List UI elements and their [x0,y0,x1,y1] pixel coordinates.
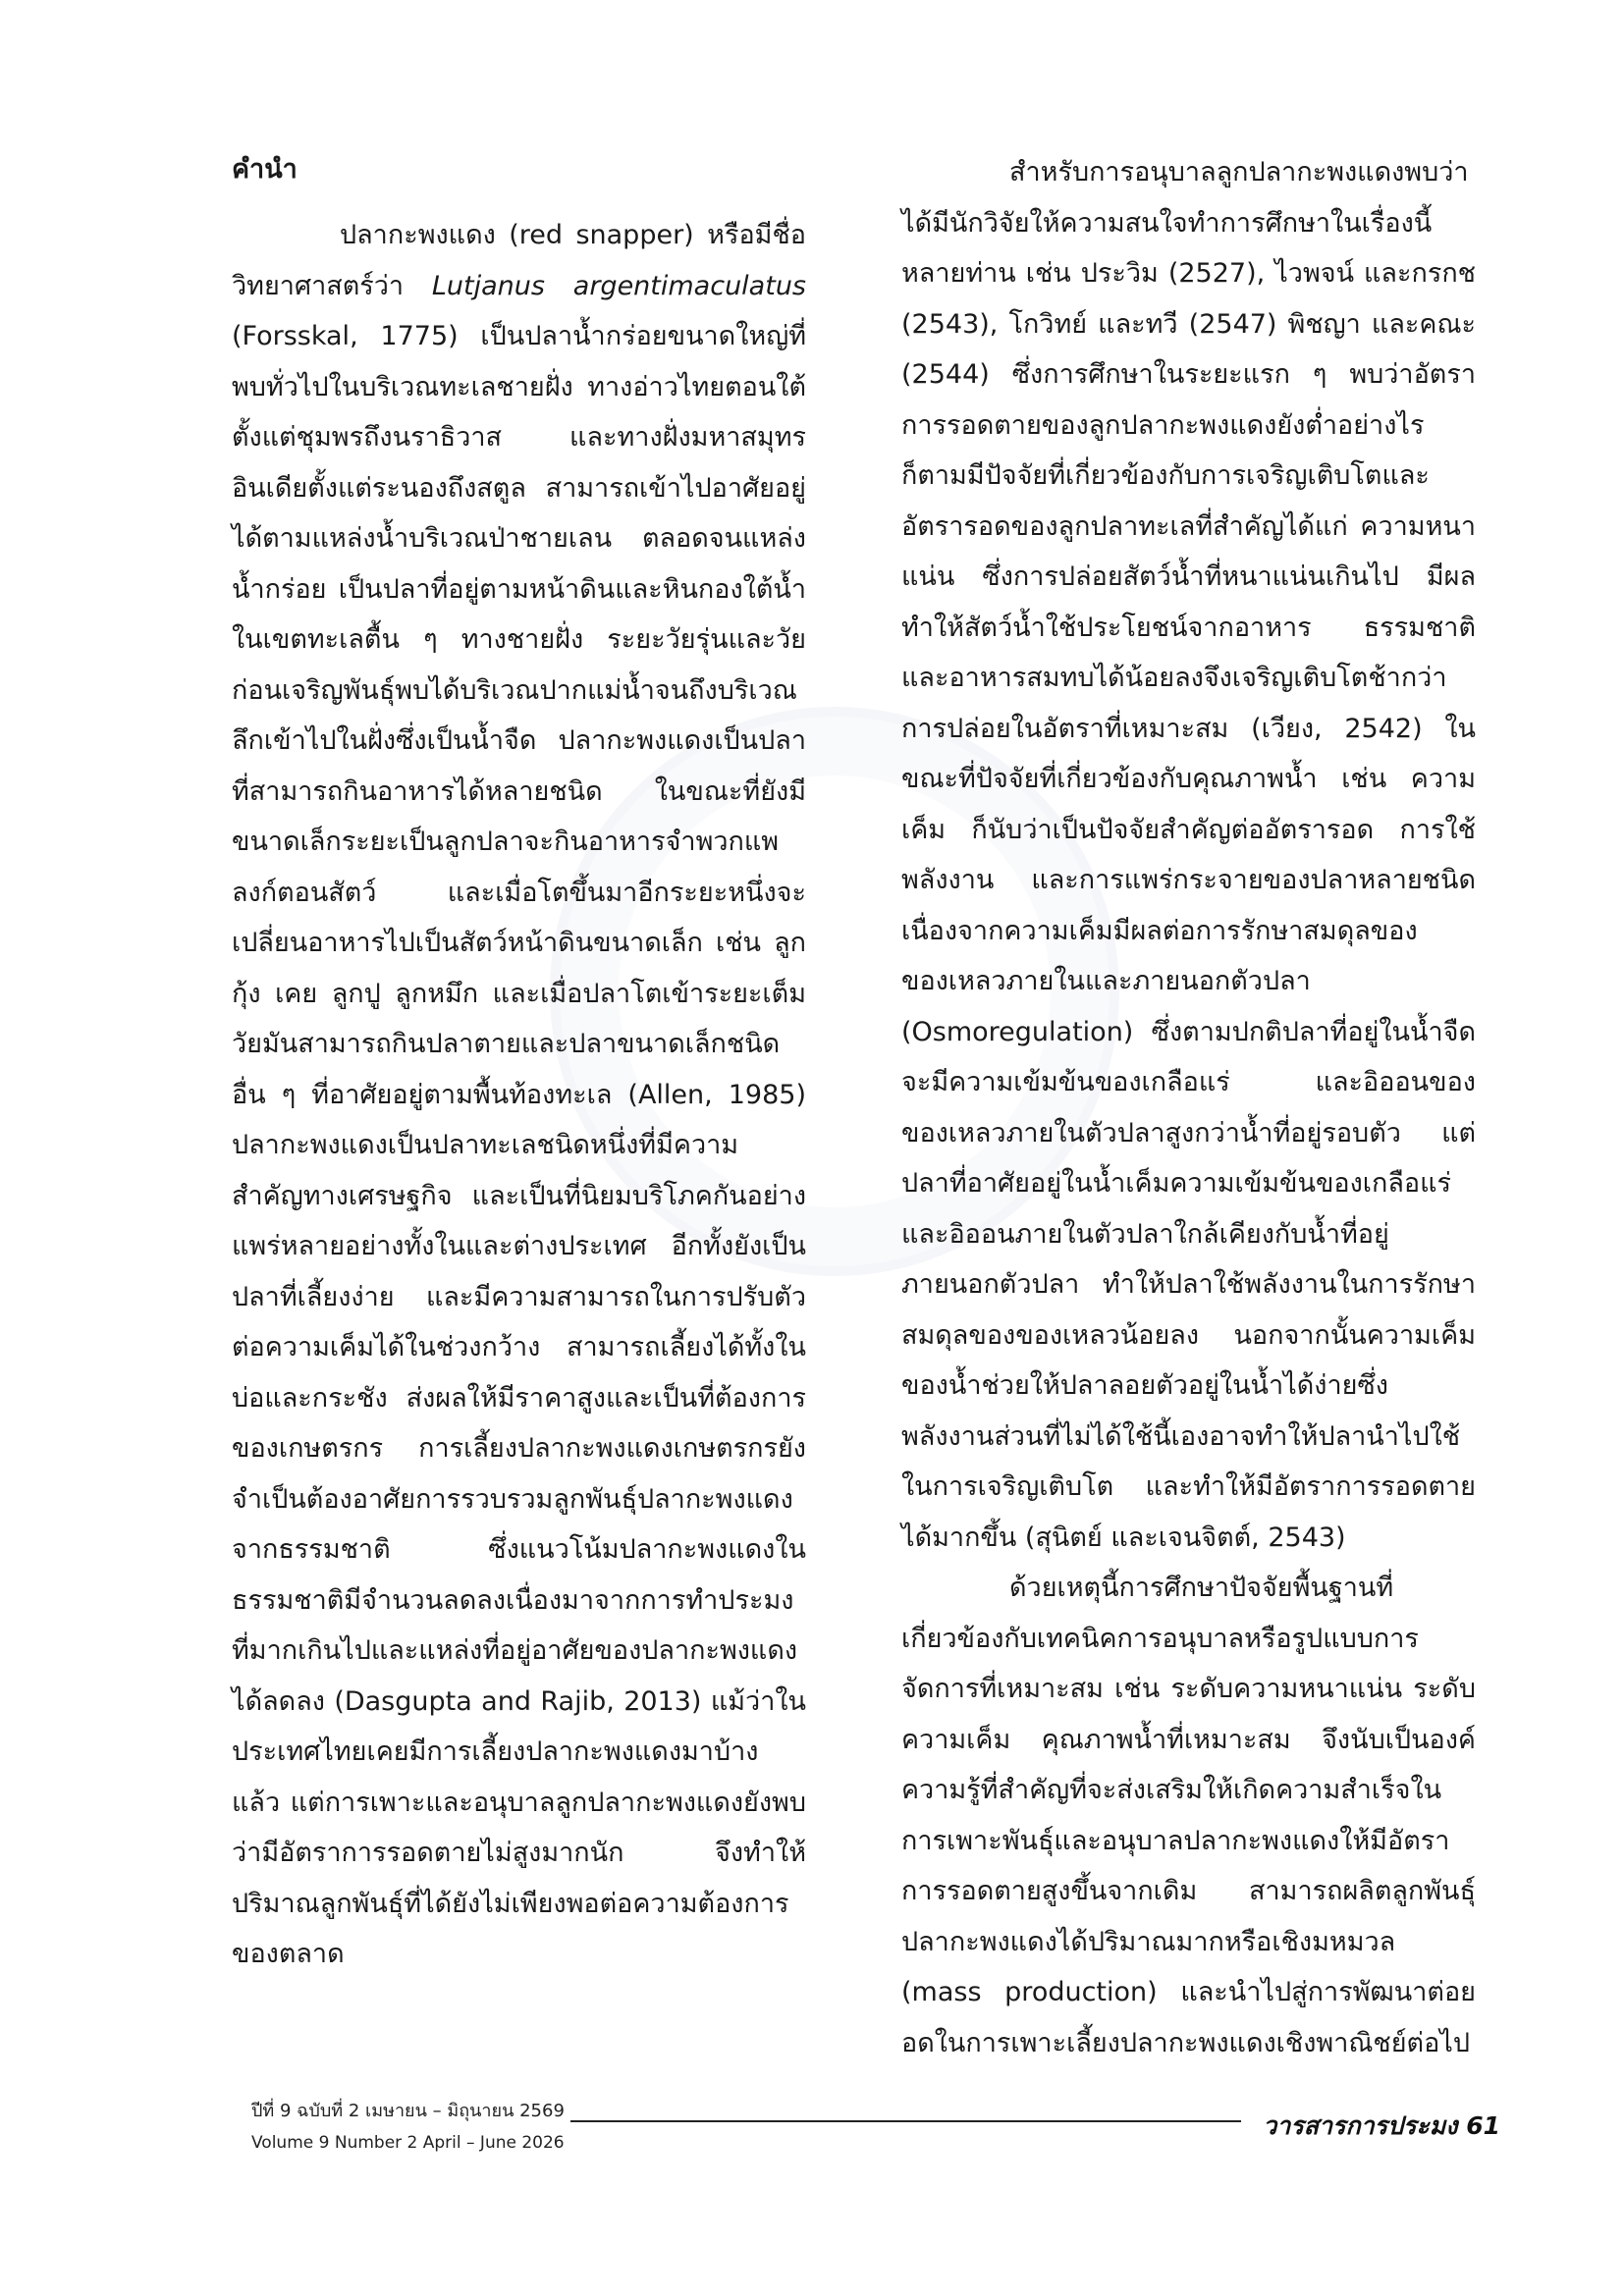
footer-issue-english: Volume 9 Number 2 April – June 2026 [251,2133,565,2153]
intro-lead-text: ปลากะพงแดง (red snapper) หรือมีชื่อวิทยาศาสตร์ว่า [232,220,806,301]
paragraph-2-text: สำหรับการอนุบาลลูกปลากะพงแดงพบว่าได้มีนักวิจัยให้ความสนใจทำการศึกษาในเรื่องนี้หลายท่าน เช่น ประวิม (2527), ไวพจน์ และกรกช (2543), โกวิทย์ และทวี (2547) พิชญา และคณะ (2544) ซึ่งการศึกษาในระยะแรก ๆ พบว่าอัตราการรอดตายของลูกปลากะพงแดงยังต่ำอย่างไรก็ตามมีปัจจัยที่เกี่ยวข้องกับการเจริญเติบโตและอัตรารอดของลูกปลาทะเลที่สำคัญได้แก่ ความหนาแน่น ซึ่งการปล่อยสัตว์น้ำที่หนาแน่นเกินไป มีผลทำให้สัตว์น้ำใช้ประโยชน์จากอาหาร ธรรมชาติและอาหารสมทบได้น้อยลงจึงเจริญเติบโตช้ากว่าการปล่อยในอัตราที่เหมาะสม (เวียง, 2542) ในขณะที่ปัจจัยที่เกี่ยวข้องกับคุณภาพน้ำ เช่น ความเค็ม ก็นับว่าเป็นปัจจัยสำคัญต่ออัตรารอด การใช้พลังงาน และการแพร่กระจายของปลาหลายชนิด เนื่องจากความเค็มมีผลต่อการรักษาสมดุลของของเหลวภายในและภายนอกตัวปลา (Osmoregulation) ซึ่งตามปกติปลาที่อยู่ในน้ำจืดจะมีความเข้มข้นของเกลือแร่ และอิออนของของเหลวภายในตัวปลาสูงกว่าน้ำที่อยู่รอบตัว แต่ปลาที่อาศัยอยู่ในน้ำเค็มความเข้มข้นของเกลือแร่และอิออนภายในตัวปลาใกล้เคียงกับน้ำที่อยู่ภายนอกตัวปลา ทำให้ปลาใช้พลังงานในการรักษาสมดุลของของเหลวน้อยลง นอกจากนั้นความเค็มของน้ำช่วยให้ปลาลอยตัวอยู่ในน้ำได้ง่ายซึ่งพลังงานส่วนที่ไม่ได้ใช้นี้เองอาจทำให้ปลานำไปใช้ในการเจริญเติบโต และทำให้มีอัตราการรอดตายได้มากขึ้น (สุนิตย์ และเจนจิตต์, 2543) [901,157,1476,1553]
paragraph-3-text: ด้วยเหตุนี้การศึกษาปัจจัยพื้นฐานที่เกี่ยวข้องกับเทคนิคการอนุบาลหรือรูปแบบการจัดการที่เหมาะสม เช่น ระดับความหนาแน่น ระดับความเค็ม คุณภาพน้ำที่เหมาะสม จึงนับเป็นองค์ความรู้ที่สำคัญที่จะส่งเสริมให้เกิดความสำเร็จในการเพาะพันธุ์และอนุบาลปลากะพงแดงให้มีอัตราการรอดตายสูงขึ้นจากเดิม สามารถผลิตลูกพันธุ์ปลากะพงแดงได้ปริมาณมากหรือเชิงมหมวล (mass production) และนำไปสู่การพัฒนาต่อยอดในการเพาะเลี้ยงปลากะพงแดงเชิงพาณิชย์ต่อไป [901,1573,1476,2058]
species-name: Lutjanus argentimaculatus [431,270,806,301]
section-heading: คำนำ [232,154,298,185]
intro-paragraph-3 [901,1563,1476,2068]
right-column [901,147,1476,2068]
footer-issue-info [251,2101,570,2154]
intro-paragraph-2 [901,147,1476,1563]
intro-body-text: (Forsskal, 1775) เป็นปลาน้ำกร่อยขนาดใหญ่ที่พบทั่วไปในบริเวณทะเลชายฝั่ง ทางอ่าวไทยตอนใต้ตั้งแต่ชุมพรถึงนราธิวาส และทางฝั่งมหาสมุทรอินเดียตั้งแต่ระนองถึงสตูล สามารถเข้าไปอาศัยอยู่ได้ตามแหล่งน้ำบริเวณป่าชายเลน ตลอดจนแหล่งน้ำกร่อย เป็นปลาที่อยู่ตามหน้าดินและหินกองใต้น้ำในเขตทะเลตื้น ๆ ทางชายฝั่ง ระยะวัยรุ่นและวัยก่อนเจริญพันธุ์พบได้บริเวณปากแม่น้ำจนถึงบริเวณลึกเข้าไปในฝั่งซึ่งเป็นน้ำจืด ปลากะพงแดงเป็นปลาที่สามารถกินอาหารได้หลายชนิด ในขณะที่ยังมีขนาดเล็กระยะเป็นลูกปลาจะกินอาหารจำพวกแพลงก์ตอนสัตว์ และเมื่อโตขึ้นมาอีกระยะหนึ่งจะเปลี่ยนอาหารไปเป็นสัตว์หน้าดินขนาดเล็ก เช่น ลูกกุ้ง เคย ลูกปู ลูกหมึก และเมื่อปลาโตเข้าระยะเต็มวัยมันสามารถกินปลาตายและปลาขนาดเล็กชนิดอื่น ๆ ที่อาศัยอยู่ตามพื้นท้องทะเล (Allen, 1985) ปลากะพงแดงเป็นปลาทะเลชนิดหนึ่งที่มีความสำคัญทางเศรษฐกิจ และเป็นที่นิยมบริโภคกันอย่างแพร่หลายอย่างทั้งในและต่างประเทศ อีกทั้งยังเป็นปลาที่เลี้ยงง่าย และมีความสามารถในการปรับตัวต่อความเค็มได้ในช่วงกว้าง สามารถเลี้ยงได้ทั้งในบ่อและกระชัง ส่งผลให้มีราคาสูงและเป็นที่ต้องการของเกษตรกร การเลี้ยงปลากะพงแดงเกษตรกรยังจำเป็นต้องอาศัยการรวบรวมลูกพันธุ์ปลากะพงแดงจากธรรมชาติ ซึ่งแนวโน้มปลากะพงแดงในธรรมชาติมีจำนวนลดลงเนื่องมาจากการทำประมงที่มากเกินไปและแหล่งที่อยู่อาศัยของปลากะพงแดงได้ลดลง (Dasgupta and Rajib, 2013) แม้ว่าในประเทศไทยเคยมีการเลี้ยงปลากะพงแดงมาบ้างแล้ว แต่การเพาะและอนุบาลลูกปลากะพงแดงยังพบว่ามีอัตราการรอดตายไม่สูงมากนัก จึงทำให้ปริมาณลูกพันธุ์ที่ได้ยังไม่เพียงพอต่อความต้องการของตลาด [232,321,806,1969]
intro-paragraph-1 [232,210,806,1980]
left-column [232,147,806,1980]
footer-journal-page: วารสารการประมง 61 [1253,2107,1500,2146]
footer-issue-thai: ปีที่ 9 ฉบับที่ 2 เมษายน – มิถุนายน 2569 [251,2101,565,2121]
